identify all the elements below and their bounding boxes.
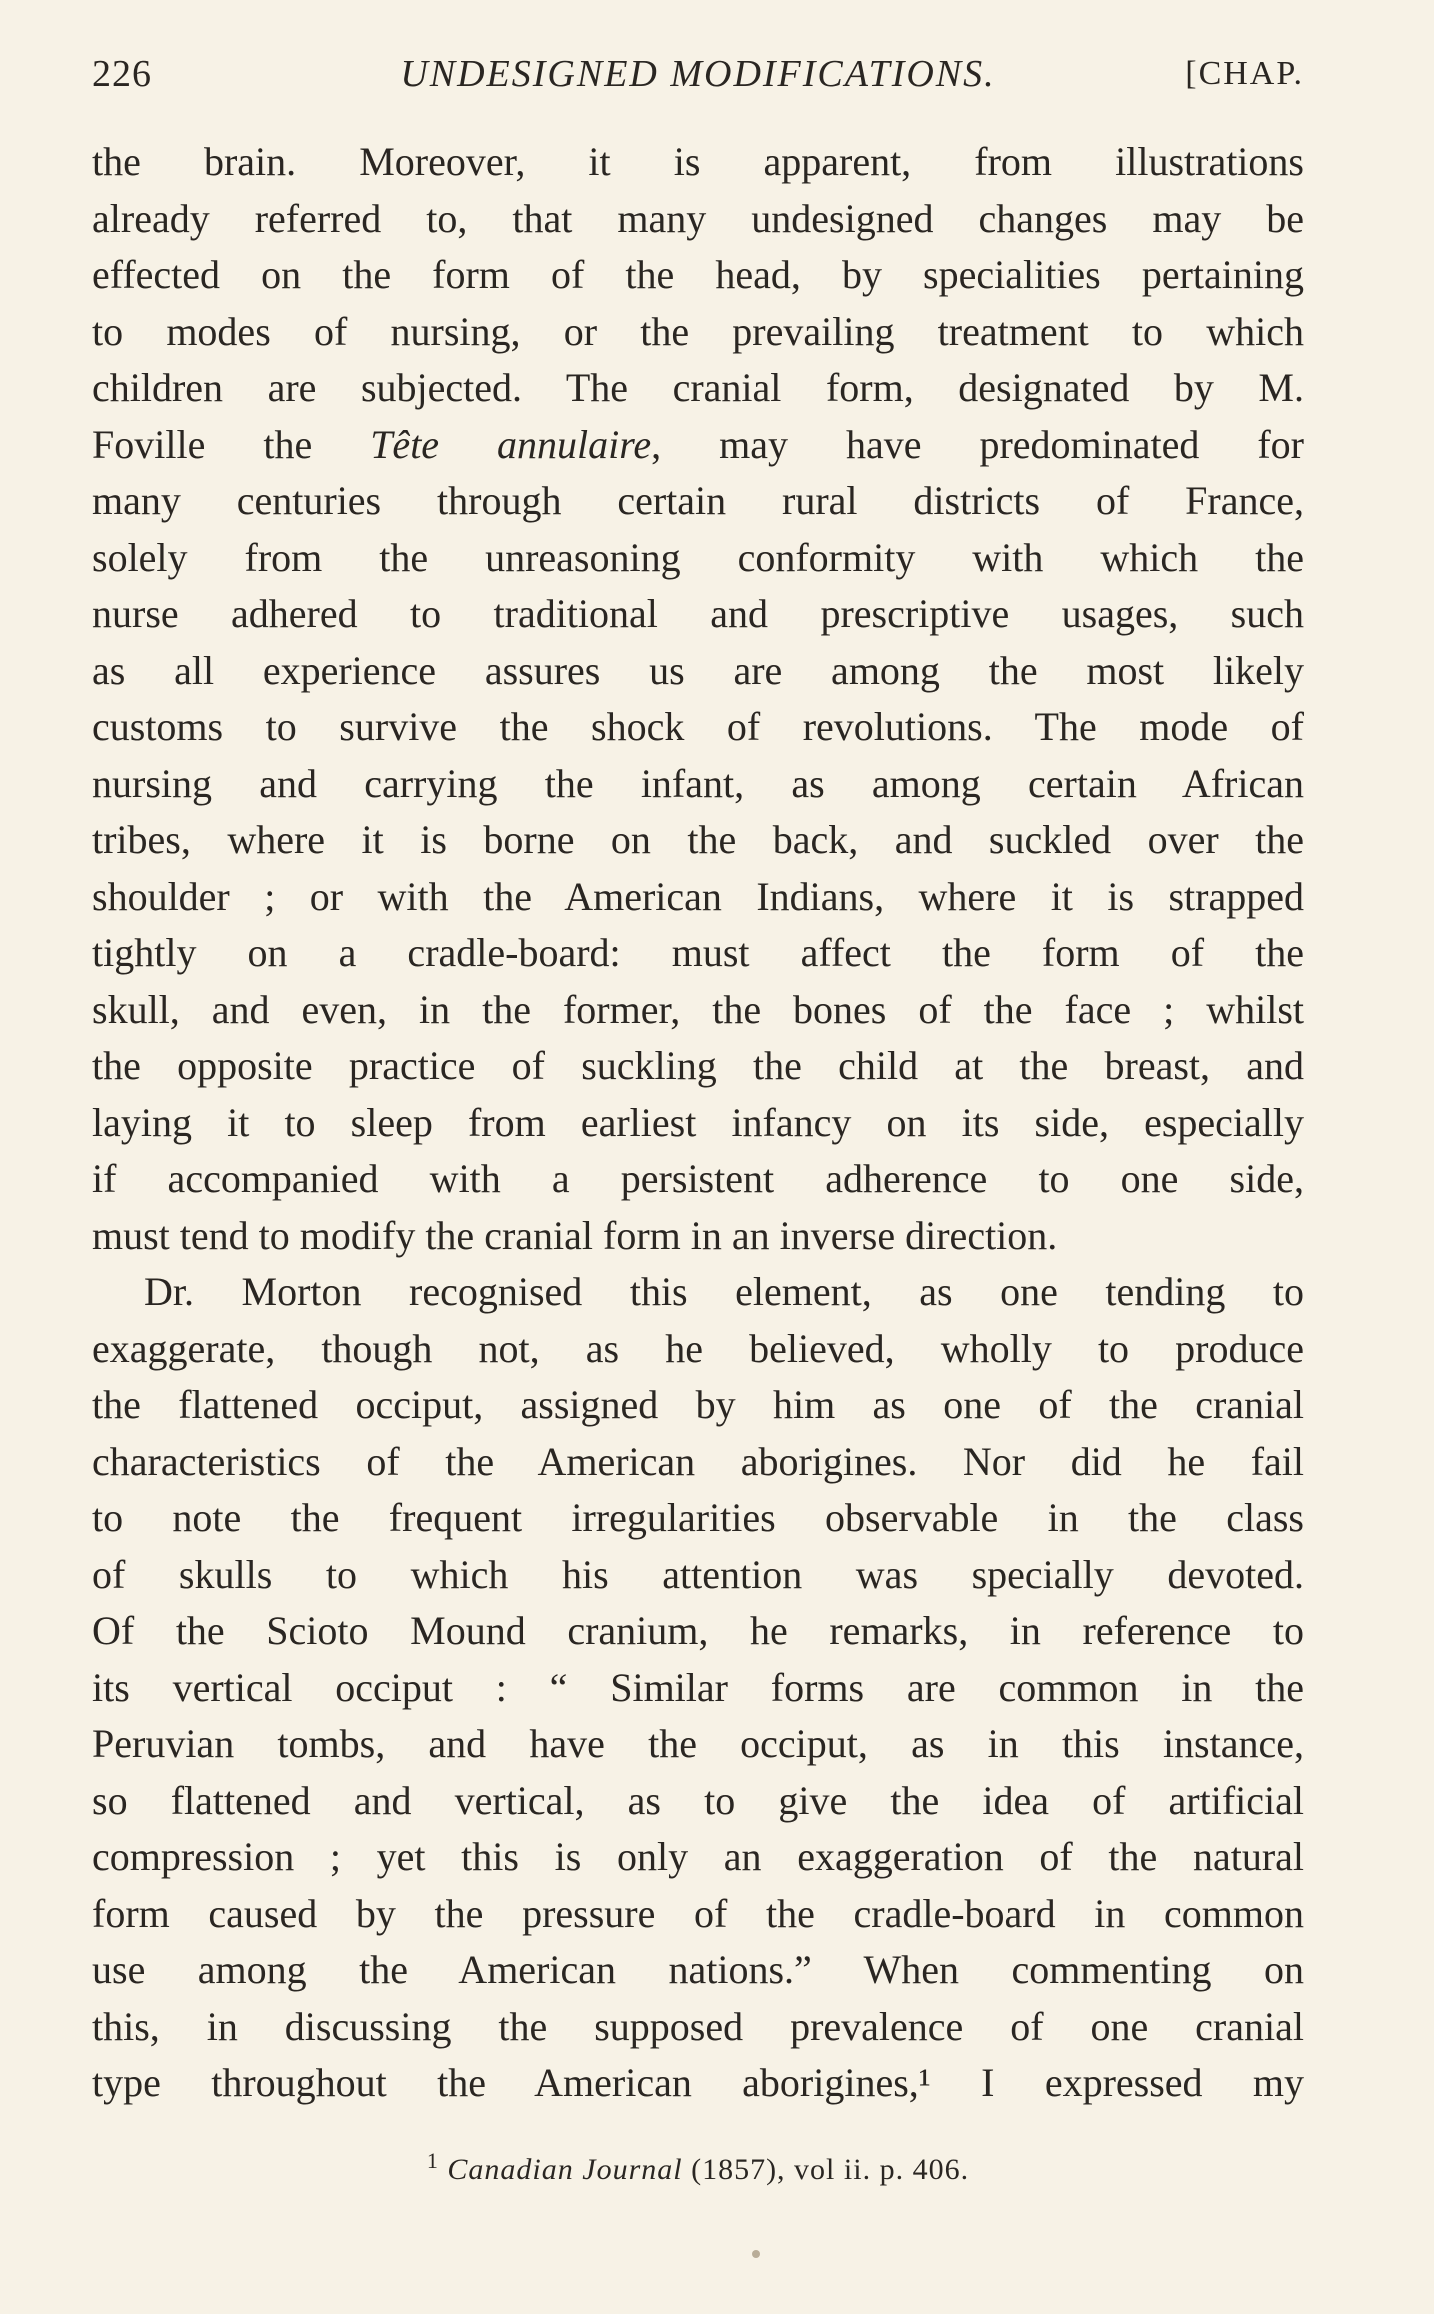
text-line: laying it to sleep from earliest infancy on its side, especially (92, 1099, 1304, 1145)
italic-term: Tête annulaire (370, 421, 652, 467)
text-line: as all experience assures us are among the most likely (92, 647, 1304, 693)
text-line: must tend to modify the cranial form in an inverse direction. (92, 1212, 1058, 1258)
text-line: nurse adhered to traditional and prescriptive usages, such (92, 591, 1304, 636)
page-number: 226 (92, 53, 152, 95)
footnote-details: (1857), vol ii. p. 406. (691, 2153, 970, 2186)
text-line: shoulder ; or with the American Indians, where it is strapped (92, 873, 1304, 919)
text-line: Peruvian tombs, and have the occiput, as in this instance, (92, 1721, 1304, 1766)
footnote (92, 2138, 1304, 2193)
text-line: effected on the form of the head, by specialities pertaining (92, 252, 1304, 297)
text-line: of skulls to which his attention was specially devoted. (92, 1551, 1304, 1597)
running-header (92, 44, 1304, 104)
text-line: characteristics of the American aborigines. Nor did he fail (92, 1438, 1304, 1484)
text-line: type throughout the American aborigines,¹ I expressed my (92, 2060, 1304, 2105)
text-line: if accompanied with a persistent adherence to one side, (92, 1156, 1304, 1201)
text-line: use among the American nations.” When commenting on (92, 1947, 1304, 1992)
running-title: UNDESIGNED MODIFICATIONS. (400, 53, 996, 95)
text-line: the brain. Moreover, it is apparent, from illustrations (92, 139, 1304, 184)
footnote-journal: Canadian Journal (447, 2153, 683, 2186)
text-line: Dr. Morton recognised this element, as one tending to (144, 1269, 1304, 1314)
text-line: form caused by the pressure of the cradle-board in common (92, 1890, 1304, 1936)
body-text (92, 134, 1304, 2112)
text-line: to modes of nursing, or the prevailing treatment to which (92, 308, 1304, 354)
text-line: already referred to, that many undesigned changes may be (92, 195, 1304, 241)
text-line: compression ; yet this is only an exaggeration of the natural (92, 1834, 1304, 1879)
text-line: many centuries through certain rural districts of France, (92, 478, 1304, 523)
text-line: exaggerate, though not, as he believed, wholly to produce (92, 1325, 1304, 1371)
text-line: this, in discussing the supposed prevalence of one cranial (92, 2003, 1304, 2049)
ink-speck (752, 2250, 760, 2258)
chapter-mark: [CHAP. (1185, 55, 1304, 92)
text-line: so flattened and vertical, as to give the idea of artificial (92, 1777, 1304, 1823)
text-line: its vertical occiput : “ Similar forms are common in the (92, 1664, 1304, 1710)
text-line: the opposite practice of suckling the child at the breast, and (92, 1043, 1304, 1088)
text-line: tightly on a cradle-board: must affect the form of the (92, 930, 1304, 975)
text-line: customs to survive the shock of revolutions. The mode of (92, 704, 1304, 749)
text-line: Foville the Tête annulaire, may have predominated for (92, 421, 1304, 467)
text-line: nursing and carrying the infant, as among certain African (92, 760, 1304, 806)
text-line: the flattened occiput, assigned by him as one of the cranial (92, 1382, 1304, 1427)
text-line: solely from the unreasoning conformity with which the (92, 534, 1304, 580)
text-line: children are subjected. The cranial form, designated by M. (92, 365, 1304, 410)
text-line: Of the Scioto Mound cranium, he remarks, in reference to (92, 1608, 1304, 1653)
footnote-marker: 1 (426, 2148, 439, 2173)
text-line: tribes, where it is borne on the back, and suckled over the (92, 817, 1304, 862)
text-line: skull, and even, in the former, the bones of the face ; whilst (92, 986, 1304, 1032)
text-line: to note the frequent irregularities observable in the class (92, 1495, 1304, 1540)
